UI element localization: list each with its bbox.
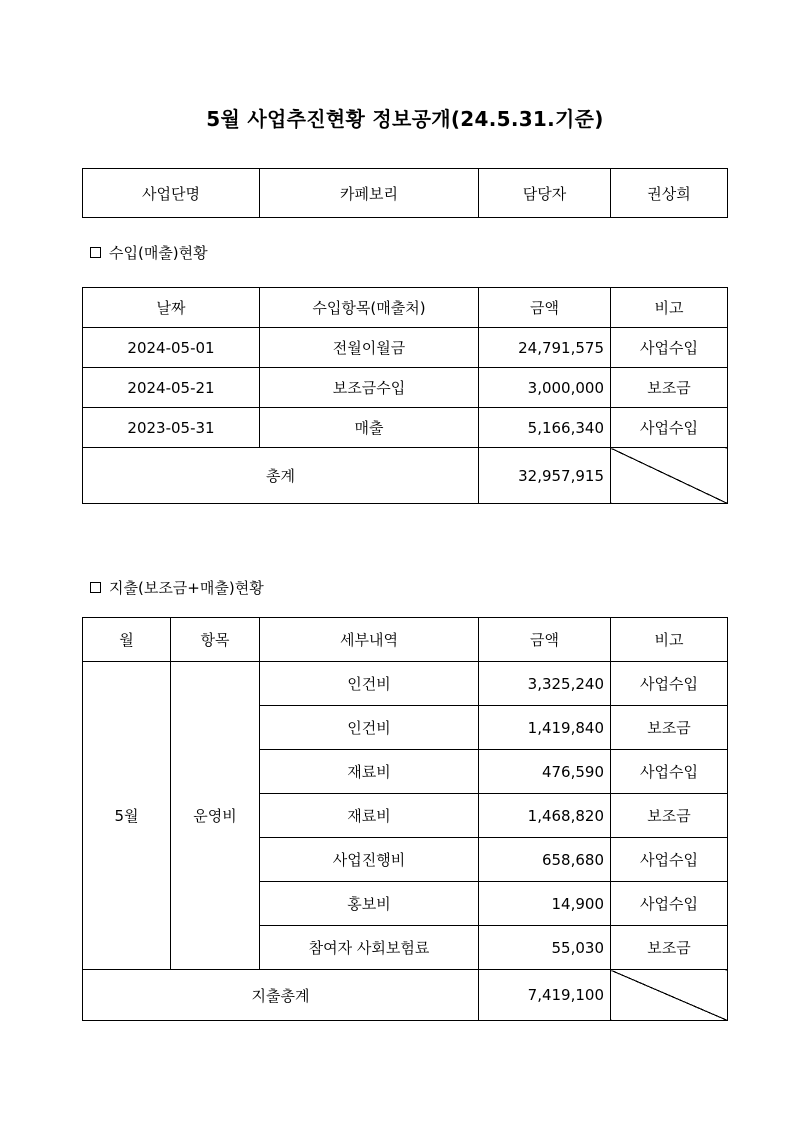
empty-slash-cell <box>611 970 728 1021</box>
income-header-row <box>83 288 728 328</box>
expense-amount: 55,030 <box>479 926 611 970</box>
expense-detail: 홍보비 <box>260 882 479 926</box>
expense-note: 보조금 <box>611 706 728 750</box>
expense-note: 사업수입 <box>611 838 728 882</box>
expense-note: 보조금 <box>611 926 728 970</box>
expense-detail: 사업진행비 <box>260 838 479 882</box>
expense-detail: 재료비 <box>260 750 479 794</box>
income-note: 사업수입 <box>611 408 728 448</box>
expense-note: 사업수입 <box>611 750 728 794</box>
table-row <box>83 662 728 706</box>
expense-note: 사업수입 <box>611 662 728 706</box>
income-date: 2024-05-21 <box>83 368 260 408</box>
expense-detail: 재료비 <box>260 794 479 838</box>
expense-detail: 참여자 사회보험료 <box>260 926 479 970</box>
manager-value: 권상희 <box>611 169 728 218</box>
income-amount: 24,791,575 <box>479 328 611 368</box>
expense-total-amount: 7,419,100 <box>479 970 611 1021</box>
expense-table <box>82 617 728 1021</box>
income-note: 사업수입 <box>611 328 728 368</box>
income-item: 보조금수입 <box>260 368 479 408</box>
income-total-label: 총계 <box>83 448 479 504</box>
table-row <box>83 408 728 448</box>
expense-note: 보조금 <box>611 794 728 838</box>
expense-heading-text: 지출(보조금+매출)현황 <box>109 579 264 597</box>
expense-category: 운영비 <box>171 662 260 970</box>
manager-label: 담당자 <box>479 169 611 218</box>
income-total-row <box>83 448 728 504</box>
income-table <box>82 287 728 504</box>
expense-header-category: 항목 <box>171 618 260 662</box>
expense-header-note: 비고 <box>611 618 728 662</box>
expense-header-month: 월 <box>83 618 171 662</box>
checkbox-icon <box>90 582 101 593</box>
expense-total-row <box>83 970 728 1021</box>
income-header-note: 비고 <box>611 288 728 328</box>
business-unit-table <box>82 168 728 218</box>
income-amount: 3,000,000 <box>479 368 611 408</box>
expense-amount: 1,468,820 <box>479 794 611 838</box>
table-row <box>83 368 728 408</box>
table-row <box>83 328 728 368</box>
income-note: 보조금 <box>611 368 728 408</box>
expense-note: 사업수입 <box>611 882 728 926</box>
expense-amount: 1,419,840 <box>479 706 611 750</box>
expense-detail: 인건비 <box>260 706 479 750</box>
expense-header-row <box>83 618 728 662</box>
expense-detail: 인건비 <box>260 662 479 706</box>
expense-section-heading <box>90 577 264 598</box>
income-heading-text: 수입(매출)현황 <box>109 244 208 262</box>
income-header-date: 날짜 <box>83 288 260 328</box>
expense-amount: 658,680 <box>479 838 611 882</box>
checkbox-icon <box>90 247 101 258</box>
income-header-amount: 금액 <box>479 288 611 328</box>
unit-name-label: 사업단명 <box>83 169 260 218</box>
income-section-heading <box>90 242 208 263</box>
expense-amount: 14,900 <box>479 882 611 926</box>
expense-amount: 3,325,240 <box>479 662 611 706</box>
page-title: 5월 사업추진현황 정보공개(24.5.31.기준) <box>206 107 604 131</box>
expense-month: 5월 <box>83 662 171 970</box>
expense-header-detail: 세부내역 <box>260 618 479 662</box>
income-header-item: 수입항목(매출처) <box>260 288 479 328</box>
income-item: 전월이월금 <box>260 328 479 368</box>
income-total-amount: 32,957,915 <box>479 448 611 504</box>
income-item: 매출 <box>260 408 479 448</box>
unit-name-value: 카페보리 <box>260 169 479 218</box>
expense-total-label: 지출총계 <box>83 970 479 1021</box>
expense-amount: 476,590 <box>479 750 611 794</box>
income-amount: 5,166,340 <box>479 408 611 448</box>
empty-slash-cell <box>611 448 728 504</box>
income-date: 2023-05-31 <box>83 408 260 448</box>
expense-header-amount: 금액 <box>479 618 611 662</box>
income-date: 2024-05-01 <box>83 328 260 368</box>
